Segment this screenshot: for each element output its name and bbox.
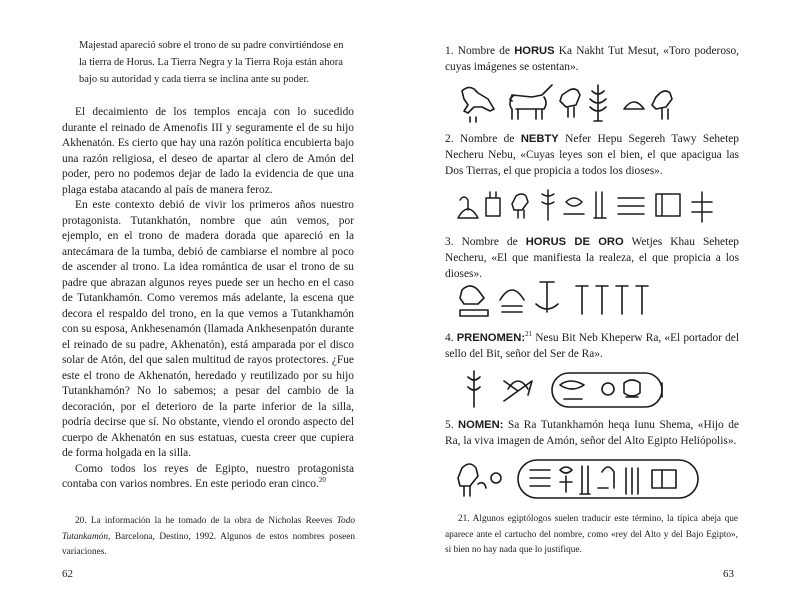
entry-3-text: Wetjes Khau Sehetep Necheru, «El que manifiesta la realeza, el que propicia a los dioses».	[445, 236, 739, 280]
body-text	[62, 105, 354, 493]
entry-4-title: PRENOMEN:	[456, 332, 526, 344]
entry-5-text: Sa Ra Tutankhamón heqa Iunu Shema, «Hijo de Ra, la viva imagen de Amón, señor del Alto Egipto Heliópolis».	[445, 419, 739, 447]
quote-line-3: bajo su autoridad y cada tierra se inclina ante su poder.	[79, 74, 310, 85]
name-entry-3	[445, 234, 739, 282]
quote-line-1: Majestad apareció sobre el trono de su padre convirtiéndose en	[79, 40, 344, 51]
entry-5-title: NOMEN:	[458, 419, 504, 431]
name-entry-1	[445, 43, 739, 75]
entry-1-number: 1.	[445, 45, 454, 57]
hieroglyphs-horus-name	[456, 81, 716, 123]
entry-3-number: 3.	[445, 236, 454, 248]
hieroglyphs-prenomen-cartouche	[456, 367, 696, 409]
entry-1-title: HORUS	[514, 45, 555, 57]
entry-1-text: Ka Nakht Tut Mesut, «Toro poderoso, cuyas imágenes se ostentan».	[445, 45, 739, 73]
entry-1-pre: Nombre de	[457, 45, 515, 57]
page-number-left: 62	[62, 568, 73, 580]
block-quote	[79, 37, 355, 88]
entry-2-pre: Nombre de	[459, 133, 521, 145]
hieroglyphs-golden-horus-name	[456, 276, 726, 318]
entry-3-pre: Nombre de	[461, 236, 526, 248]
footnote-20-text-a: La información la he tomado de la obra de Nicholas Reeves	[90, 516, 337, 526]
page-number-right: 63	[723, 568, 734, 580]
hieroglyphs-nomen-cartouche	[456, 456, 706, 498]
footnote-20-number: 20.	[75, 516, 87, 526]
entry-5-number: 5.	[445, 419, 454, 431]
footnote-20-text-b: , Barcelona, Destino, 1992. Algunos de estos nombres poseen variaciones.	[62, 531, 355, 558]
footnote-21-text: Algunos egiptólogos suelen traducir este término, la típica abeja que aparece ante el cartucho del nombre, como «rey del Alto y del Bajo Egipto», si bien no hay nada que lo justifique.	[445, 514, 738, 556]
entry-2-title: NEBTY	[520, 133, 559, 145]
footnote-ref-20: 20	[318, 476, 326, 485]
name-entry-2	[445, 131, 739, 179]
name-entry-5	[445, 417, 739, 449]
footnote-20	[62, 514, 355, 561]
footnote-21-number: 21.	[458, 514, 470, 524]
name-entry-4	[445, 330, 739, 362]
entry-2-number: 2.	[445, 133, 454, 145]
entry-2-text: Nefer Hepu Segereh Tawy Sehetep Necheru Nebu, «Cuyas leyes son el bien, el que apacigua las Dos Tierras, el que propicia a todos los dioses».	[445, 133, 739, 177]
entry-3-title: HORUS DE ORO	[525, 236, 624, 248]
quote-line-2: la tierra de Horus. La Tierra Negra y la Tierra Roja están ahora	[79, 57, 343, 68]
paragraph-3-text: Como todos los reyes de Egipto, nuestro protagonista contaba con varios nombres. En este periodo eran cinco.	[62, 462, 354, 490]
entry-4-text: Nesu Bit Neb Kheperw Ra, «El portador del sello del Bit, señor del Ser de Ra».	[445, 332, 739, 360]
paragraph-1: El decaimiento de los templos encaja con lo sucedido durante el reinado de Amenofis III y seguramente el de su hijo Akhenatón. Es cierto que hay una razón política encubierta bajo una razón religiosa, el deseo de apartar al clero de Amón del poder, pero no podemos dejar de lado la evidencia de que una plaga estaba atacando al país de manera feroz.	[62, 106, 354, 196]
paragraph-2: En este contexto debió de vivir los primeros años nuestro protagonista. Tutankhatón, nombre que aún vemos, por ejemplo, en el trono de madera dorada que apareció en la antecámara de la tumba, debió de cambiarse el nombre al poco de ascender al trono. La idea romántica de usar el trono de su padre que abrazan algunos reyes puede ser un hecho en el caso de Tutankhamón. Como veremos más adelante, la escena que decora el respaldo del trono, en la que vemos a Tutankhamón con su esposa, Ankhesenamón (llamada Ankhesenpatón durante el reinado de su padre, Akhenatón), está amparada por el disco solar de Atón, del que salen multitud de rayos protectores. ¿Fue este el trono de Akhenatón, heredado y reutilizado por su hijo Tutankhamón? No lo sabemos; a pesar del cambio de la decoración, por el deterioro de la parte inferior de la silla, podría decirse que sí. No obstante, viendo el orondo aspecto del cuerpo de Akhenatón en sus estatuas, cuesta creer que cupiera de forma holgada en la silla.	[62, 199, 354, 459]
paragraph-3	[62, 462, 354, 493]
footnote-ref-21: 21	[525, 330, 533, 339]
footnote-20-title: Todo Tutankamón	[62, 516, 355, 542]
footnote-21	[445, 512, 738, 559]
hieroglyphs-nebty-name	[456, 184, 736, 226]
entry-4-number: 4.	[445, 332, 454, 344]
